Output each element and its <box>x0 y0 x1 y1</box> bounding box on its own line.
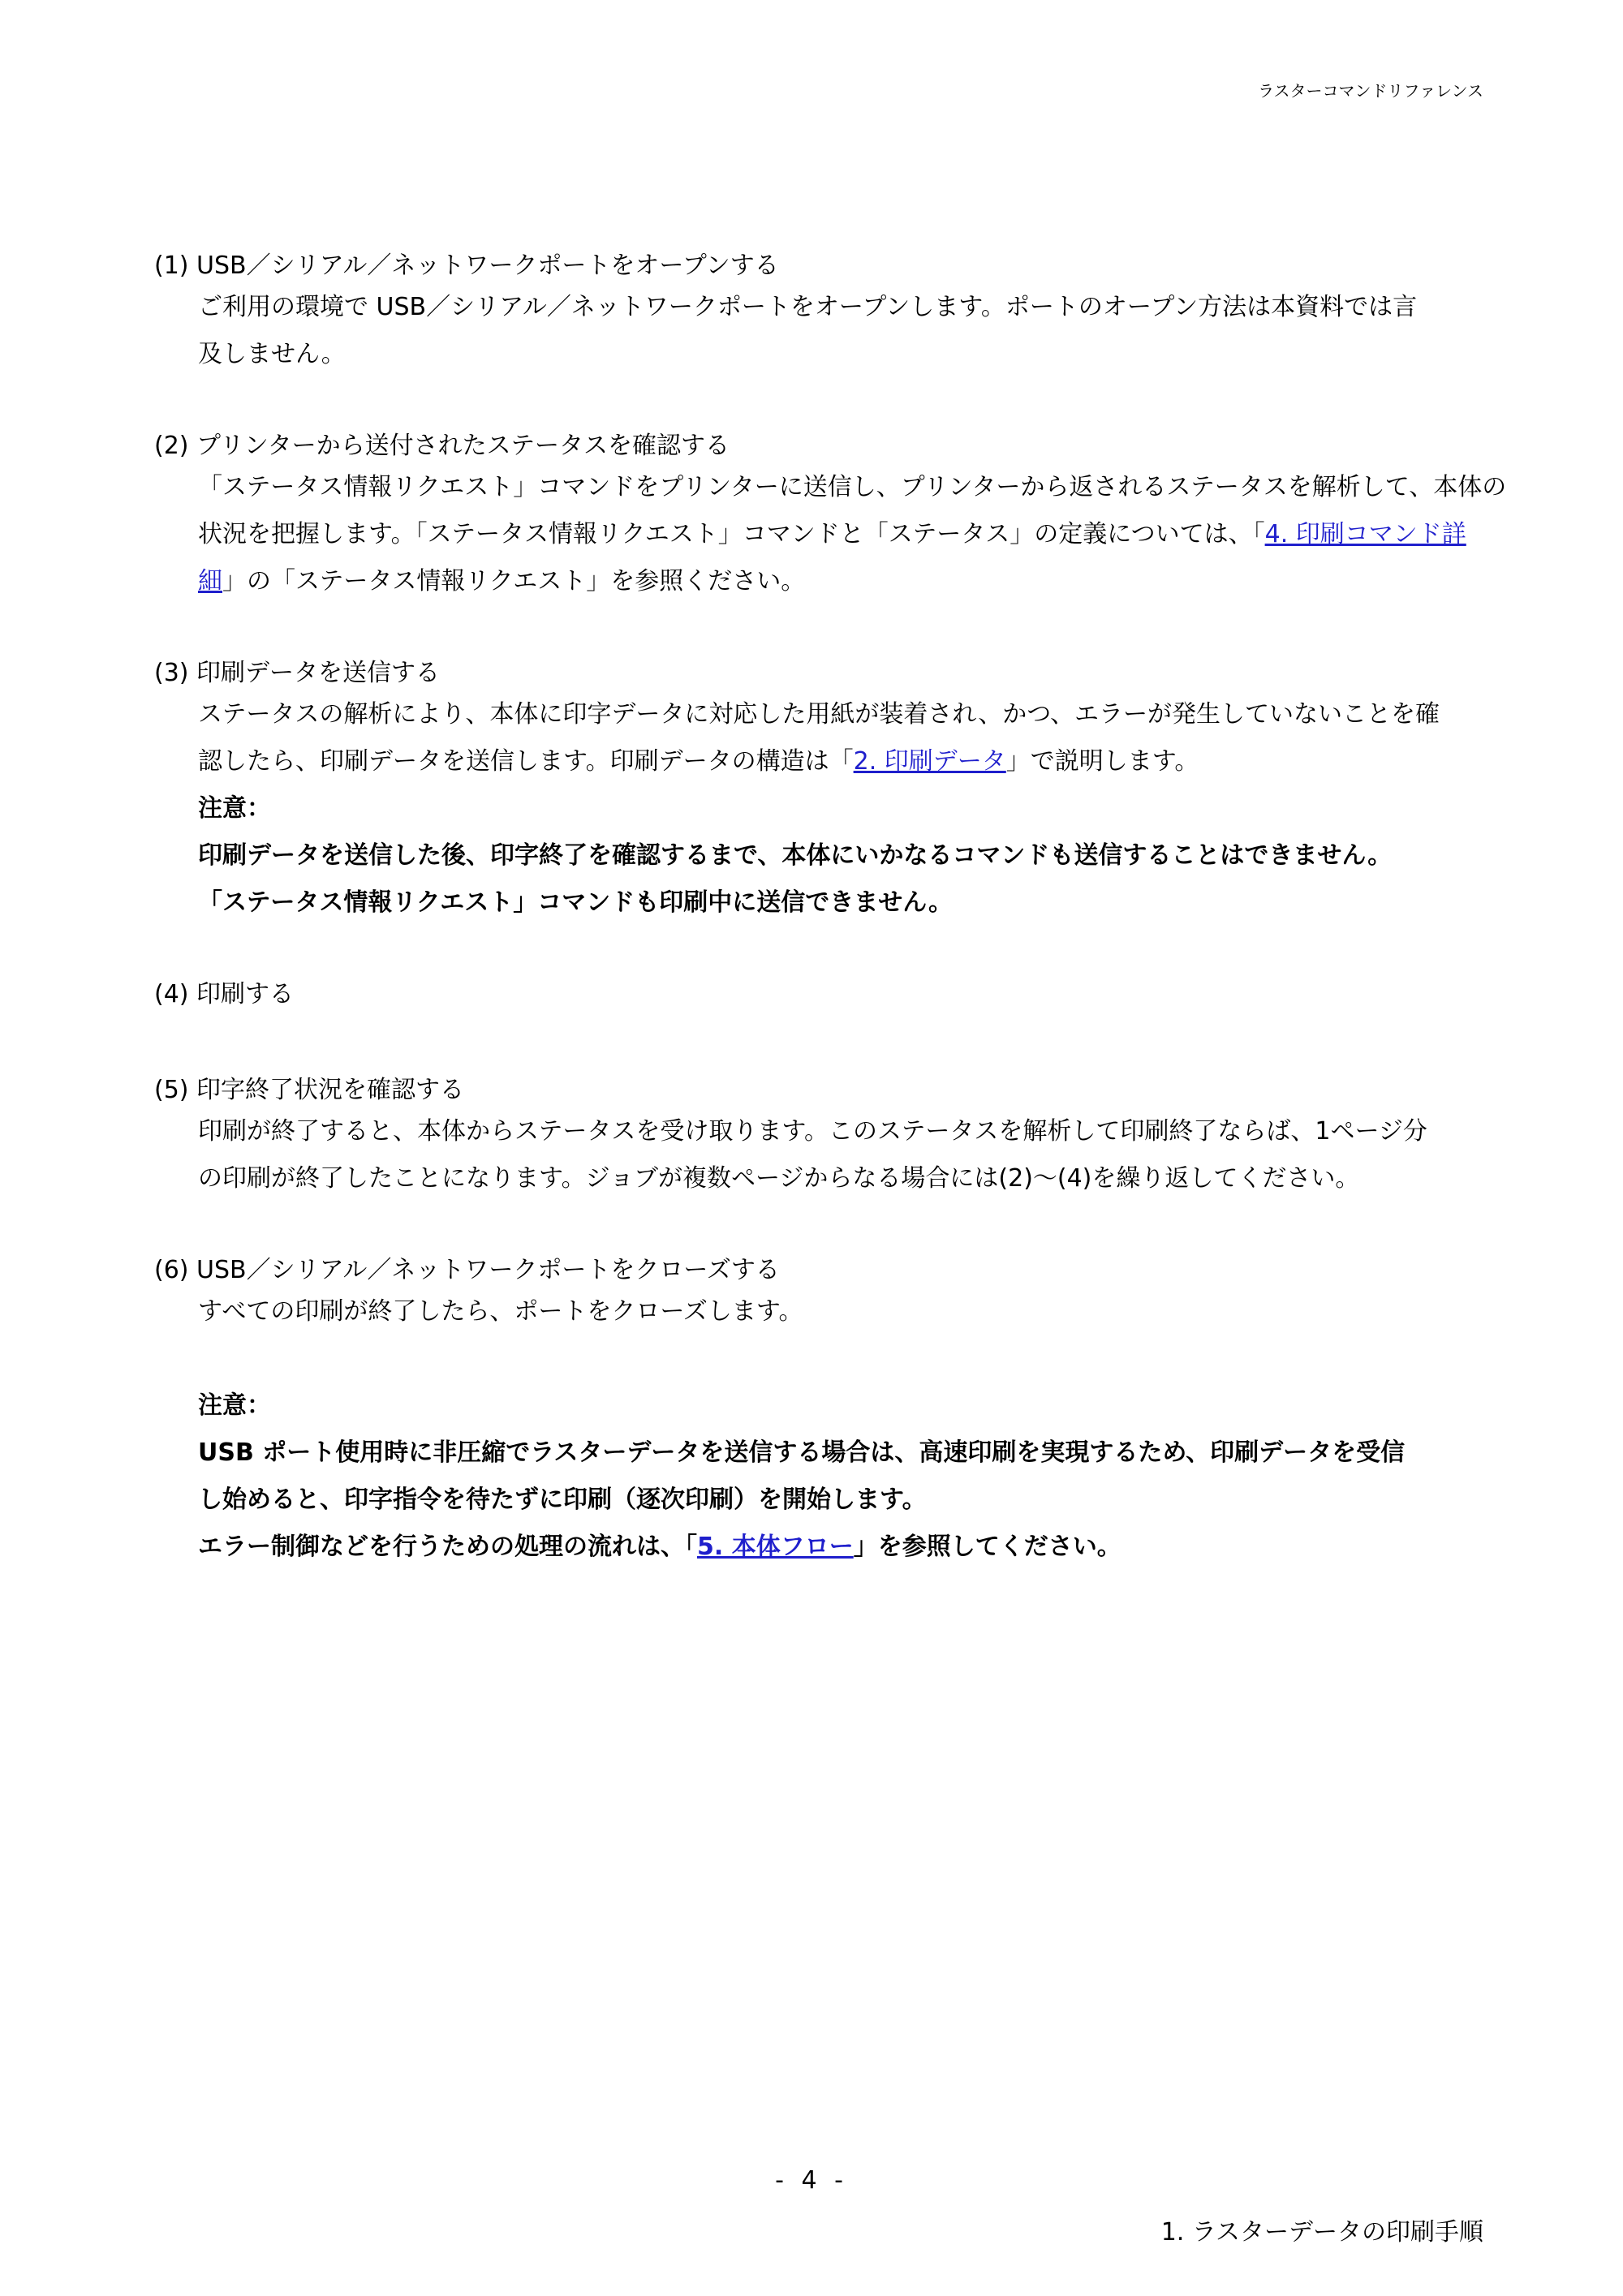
body-line: ご利用の環境で USB／シリアル／ネットワークポートをオープンします。ポートのオープン方法は本資料では言 <box>198 293 1418 321</box>
spacer <box>154 605 1485 656</box>
section-2 <box>154 428 1507 605</box>
section-3 <box>154 656 1485 927</box>
note-text: 」を参照してください。 <box>853 1533 1121 1561</box>
spacer <box>154 927 1485 977</box>
section-heading: (4) 印刷する <box>154 980 295 1008</box>
running-header: ラスターコマンドリファレンス <box>1258 81 1483 101</box>
body-line: 「ステータス情報リクエスト」コマンドをプリンターに送信し、プリンターから返されるステータスを解析して、本体の <box>198 473 1507 501</box>
section-heading: (3) 印刷データを送信する <box>154 659 441 687</box>
link-device-flow[interactable]: 5. 本体フロー <box>697 1533 854 1561</box>
spacer <box>154 1202 1485 1253</box>
body-line <box>198 511 1485 558</box>
note-text: エラー制御などを行うための処理の流れは、「 <box>198 1533 697 1561</box>
note-line: USB ポート使用時に非圧縮でラスターデータを送信する場合は、高速印刷を実現するため、印刷データを受信 <box>198 1438 1406 1467</box>
section-body <box>198 691 1485 927</box>
link-print-command-details[interactable]: 4. 印刷コマンド詳 <box>1264 520 1466 548</box>
section-body <box>198 284 1485 378</box>
section-heading: (5) 印字終了状況を確認する <box>154 1076 465 1104</box>
section-body <box>198 464 1507 605</box>
body-line: の印刷が終了したことになります。ジョブが複数ページからなる場合には(2)～(4)を繰り返してください。 <box>198 1164 1360 1193</box>
note-label: 注意： <box>198 1391 271 1420</box>
body-text: 状況を把握します。「ステータス情報リクエスト」コマンドと「ステータス」の定義については、「 <box>198 520 1265 548</box>
section-5 <box>154 1073 1485 1202</box>
body-line: 及しません。 <box>198 340 346 368</box>
body-line <box>198 738 1485 785</box>
body-text: 認したら、印刷データを送信します。印刷データの構造は「 <box>198 747 854 776</box>
section-body <box>198 1108 1485 1202</box>
blank-line <box>198 1335 1485 1382</box>
page-number: - 4 - <box>775 2166 848 2195</box>
section-heading: (6) USB／シリアル／ネットワークポートをクローズする <box>154 1256 780 1284</box>
body-line <box>198 558 1485 605</box>
body-line: すべての印刷が終了したら、ポートをクローズします。 <box>198 1297 803 1326</box>
document-body <box>154 248 1507 1571</box>
section-6 <box>154 1253 1485 1571</box>
section-heading: (2) プリンターから送付されたステータスを確認する <box>154 432 730 460</box>
note-line: 印刷データを送信した後、印字終了を確認するまで、本体にいかなるコマンドも送信することはできません。 <box>198 841 1393 870</box>
spacer <box>154 1013 1485 1061</box>
body-text: 」の「ステータス情報リクエスト」を参照ください。 <box>222 567 806 595</box>
link-print-data[interactable]: 2. 印刷データ <box>853 747 1006 776</box>
spacer <box>154 378 1485 428</box>
note-line: 「ステータス情報リクエスト」コマンドも印刷中に送信できません。 <box>198 888 953 917</box>
note-line: し始めると、印字指令を待たずに印刷（逐次印刷）を開始します。 <box>198 1486 927 1514</box>
section-4 <box>154 977 1485 1013</box>
section-1 <box>154 248 1485 378</box>
section-heading: (1) USB／シリアル／ネットワークポートをオープンする <box>154 252 779 280</box>
spacer <box>154 1061 1485 1073</box>
body-text: 」で説明します。 <box>1005 747 1199 776</box>
note-label: 注意： <box>198 794 271 823</box>
body-line: ステータスの解析により、本体に印字データに対応した用紙が装着され、かつ、エラーが発生していないことを確 <box>198 700 1440 729</box>
body-line: 印刷が終了すると、本体からステータスを受け取ります。このステータスを解析して印刷終了ならば、1ページ分 <box>198 1117 1427 1146</box>
note-line <box>198 1524 1485 1571</box>
section-body <box>198 1288 1485 1571</box>
chapter-footer: 1. ラスターデータの印刷手順 <box>1160 2218 1483 2247</box>
link-print-command-details-cont[interactable]: 細 <box>198 567 222 595</box>
